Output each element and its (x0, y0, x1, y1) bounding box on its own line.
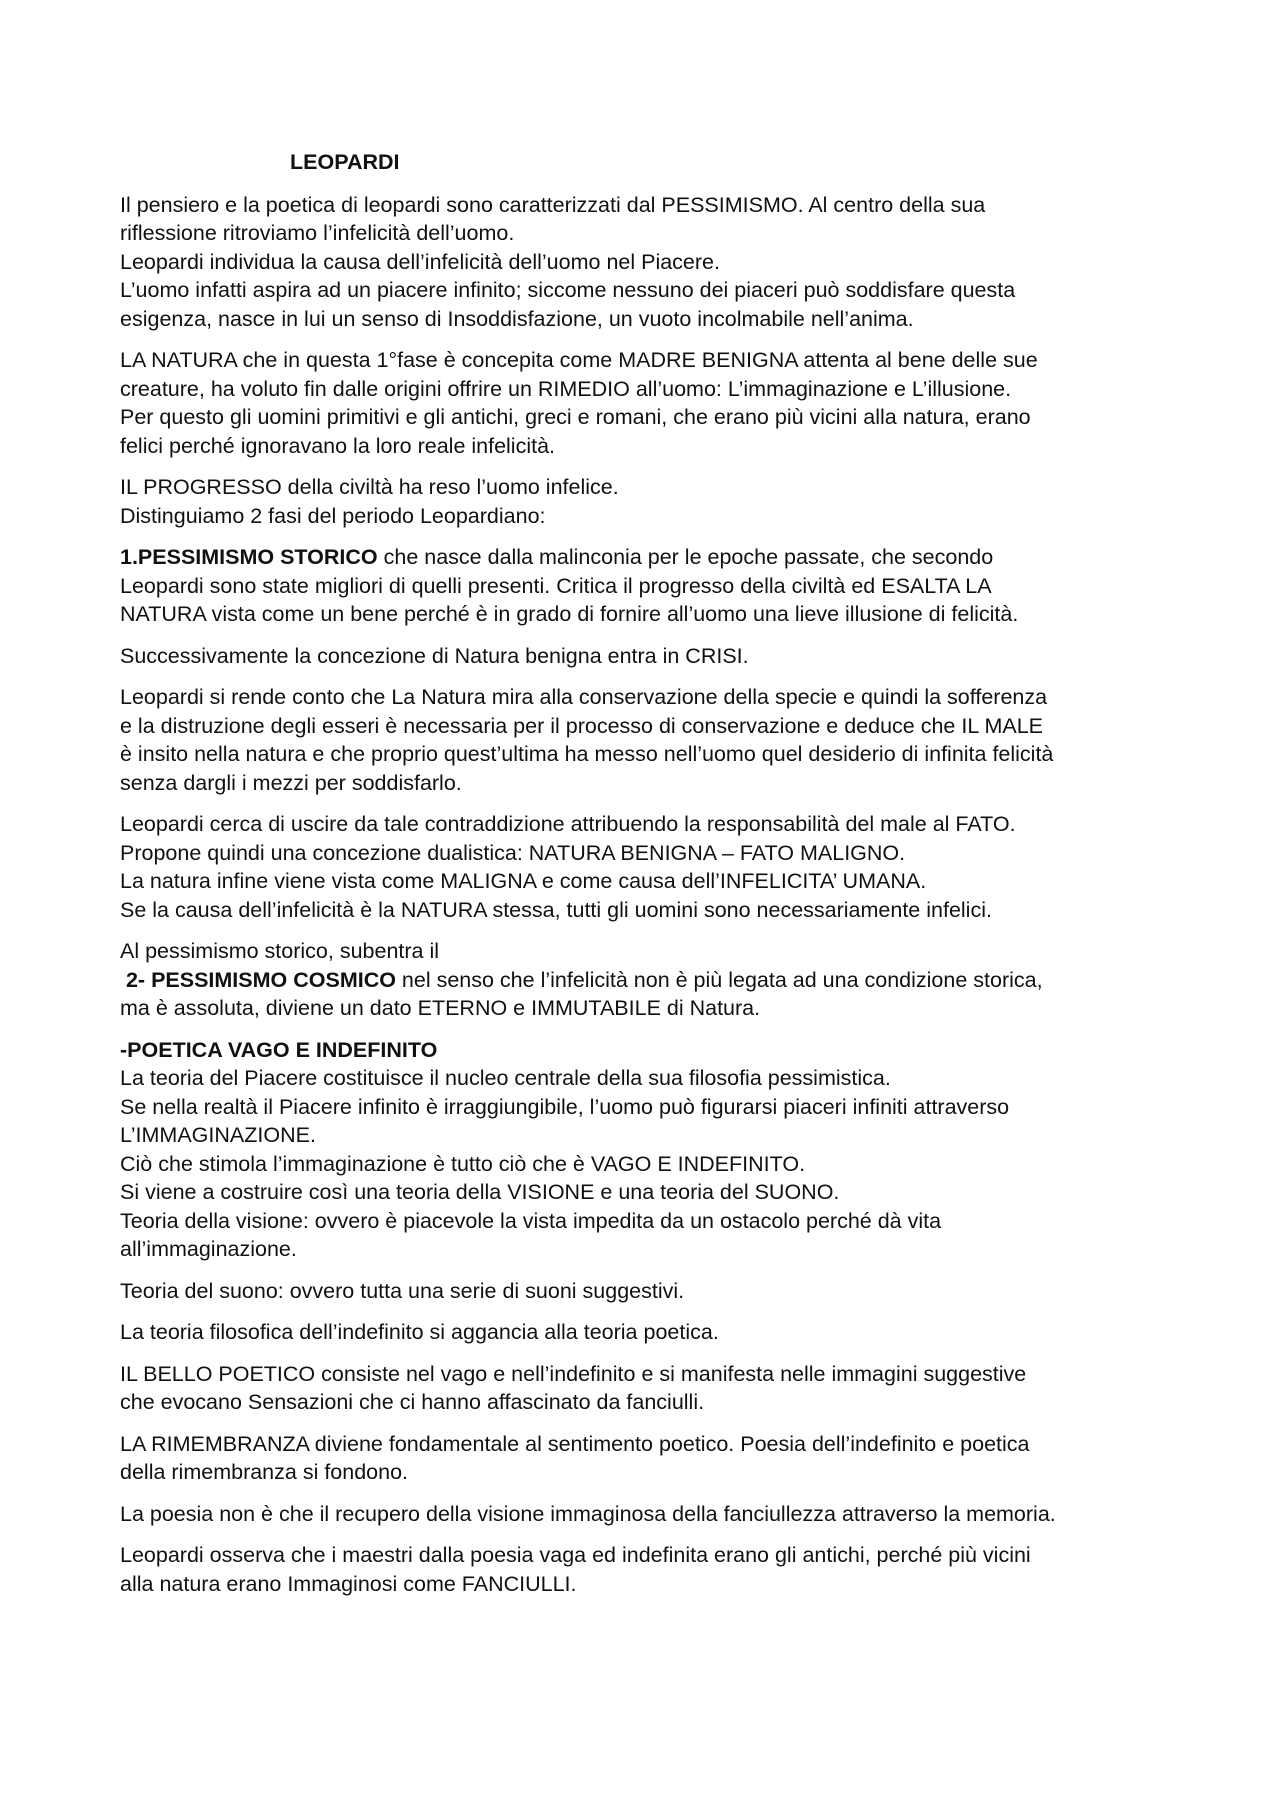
paragraph-rimembranza (120, 1430, 1180, 1487)
paragraph-natura (120, 346, 1180, 460)
text-line: Ciò che stimola l’immaginazione è tutto ciò che è VAGO E INDEFINITO. (120, 1151, 806, 1176)
text-line: Se nella realtà il Piacere infinito è irraggiungibile, l’uomo può figurarsi piaceri infiniti attraverso (120, 1094, 1010, 1119)
text-line: L’uomo infatti aspira ad un piacere infinito; siccome nessuno dei piaceri può soddisfare questa (120, 278, 1016, 302)
text-line: NATURA vista come un bene perché è in grado di fornire all’uomo una lieve illusione di felicità. (120, 602, 1019, 626)
paragraph-progresso (120, 473, 1180, 530)
document-page (120, 148, 1180, 1611)
paragraph-pessimismo-storico (120, 543, 1180, 629)
text-line: è insito nella natura e che proprio quest’ultima ha messo nell’uomo quel desiderio di infinita felicità (120, 742, 1054, 766)
text-line: Per questo gli uomini primitivi e gli antichi, greci e romani, che erano più vicini alla natura, erano (120, 405, 1031, 429)
text-line: La teoria del Piacere costituisce il nucleo centrale della sua filosofia pessimistica. (120, 1066, 891, 1090)
text-line: Leopardi sono state migliori di quelli presenti. Critica il progresso della civiltà ed ESALTA LA (120, 573, 992, 598)
paragraph-bello-poetico (120, 1360, 1180, 1417)
paragraph-crisi (120, 642, 1180, 671)
text-line: La natura infine viene vista come MALIGNA e come causa dell’INFELICITA’ UMANA. (120, 869, 927, 893)
text-line (120, 966, 1180, 995)
paragraph-conservazione (120, 683, 1180, 797)
paragraph-poesia (120, 1500, 1180, 1529)
paragraph-antichi (120, 1541, 1180, 1598)
section-heading-text: -POETICA VAGO E INDEFINITO (120, 1037, 438, 1062)
text-line: Successivamente la concezione di Natura benigna entra in CRISI. (120, 643, 749, 668)
paragraph-poetica (120, 1036, 1180, 1264)
text-line: che evocano Sensazioni che ci hanno affascinato da fanciulli. (120, 1390, 705, 1414)
text-line: Propone quindi una concezione dualistica: NATURA BENIGNA – FATO MALIGNO. (120, 840, 906, 865)
text-line: Il pensiero e la poetica di leopardi sono caratterizzati dal PESSIMISMO. Al centro della sua (120, 192, 986, 217)
text-line (120, 543, 1180, 572)
text-line: Leopardi osserva che i maestri dalla poesia vaga ed indefinita erano gli antichi, perché più vicini (120, 1543, 1031, 1567)
text-line: ma è assoluta, diviene un dato ETERNO e IMMUTABILE di Natura. (120, 996, 761, 1020)
text-line: IL PROGRESSO della civiltà ha reso l’uomo infelice. (120, 475, 619, 499)
text-line: L’IMMAGINAZIONE. (120, 1123, 316, 1147)
text-line: La poesia non è che il recupero della visione immaginosa della fanciullezza attraverso la memoria. (120, 1501, 1056, 1526)
text-line: creature, ha voluto fin dalle origini offrire un RIMEDIO all’uomo: L’immaginazione e L’illusione. (120, 376, 1012, 401)
paragraph-pessimismo-cosmico (120, 937, 1180, 1023)
text-line: della rimembranza si fondono. (120, 1460, 409, 1484)
paragraph-suono (120, 1277, 1180, 1306)
text-line: riflessione ritroviamo l’infelicità dell’uomo. (120, 221, 515, 245)
text-line: Leopardi si rende conto che La Natura mira alla conservazione della specie e quindi la sofferenza (120, 685, 1048, 709)
text-run: che nasce dalla malinconia per le epoche passate, che secondo (377, 545, 994, 569)
section-heading-storico: 1.PESSIMISMO STORICO (120, 545, 378, 569)
text-line: Leopardi individua la causa dell’infelicità dell’uomo nel Piacere. (120, 249, 720, 274)
text-line: Se la causa dell’infelicità è la NATURA stessa, tutti gli uomini sono necessariamente infelici. (120, 897, 992, 922)
text-line: Si viene a costruire così una teoria della VISIONE e una teoria del SUONO. (120, 1180, 840, 1204)
text-run: nel senso che l’infelicità non è più legata ad una condizione storica, (395, 967, 1043, 992)
text-line: all’immaginazione. (120, 1237, 297, 1261)
section-heading-poetica (120, 1036, 1180, 1065)
text-line: Teoria della visione: ovvero è piacevole la vista impedita da un ostacolo perché dà vita (120, 1208, 942, 1233)
text-line: e la distruzione degli esseri è necessaria per il processo di conservazione e deduce che IL MALE (120, 713, 1044, 738)
text-line: Al pessimismo storico, subentra il (120, 939, 440, 963)
text-line: LA NATURA che in questa 1°fase è concepita come MADRE BENIGNA attenta al bene delle sue (120, 348, 1038, 372)
section-heading-cosmico: 2- PESSIMISMO COSMICO (120, 967, 396, 992)
text-line: esigenza, nasce in lui un senso di Insoddisfazione, un vuoto incolmabile nell’anima. (120, 306, 914, 331)
text-line: IL BELLO POETICO consiste nel vago e nell’indefinito e si manifesta nelle immagini suggestive (120, 1361, 1027, 1386)
paragraph-fato (120, 810, 1180, 924)
page-title: LEOPARDI (290, 150, 400, 174)
text-line: LA RIMEMBRANZA diviene fondamentale al sentimento poetico. Poesia dell’indefinito e poetica (120, 1431, 1030, 1456)
text-line: senza dargli i mezzi per soddisfarlo. (120, 770, 462, 795)
text-line: Teoria del suono: ovvero tutta una serie di suoni suggestivi. (120, 1278, 685, 1303)
text-line: Leopardi cerca di uscire da tale contraddizione attribuendo la responsabilità del male al FATO. (120, 812, 1016, 836)
text-line: La teoria filosofica dell’indefinito si aggancia alla teoria poetica. (120, 1320, 719, 1344)
paragraph-indefinito (120, 1318, 1180, 1347)
text-line: Distinguiamo 2 fasi del periodo Leopardiano: (120, 503, 546, 528)
text-line: alla natura erano Immaginosi come FANCIULLI. (120, 1571, 577, 1596)
paragraph-pessimismo-intro (120, 191, 1180, 334)
text-line: felici perché ignoravano la loro reale infelicità. (120, 433, 556, 458)
